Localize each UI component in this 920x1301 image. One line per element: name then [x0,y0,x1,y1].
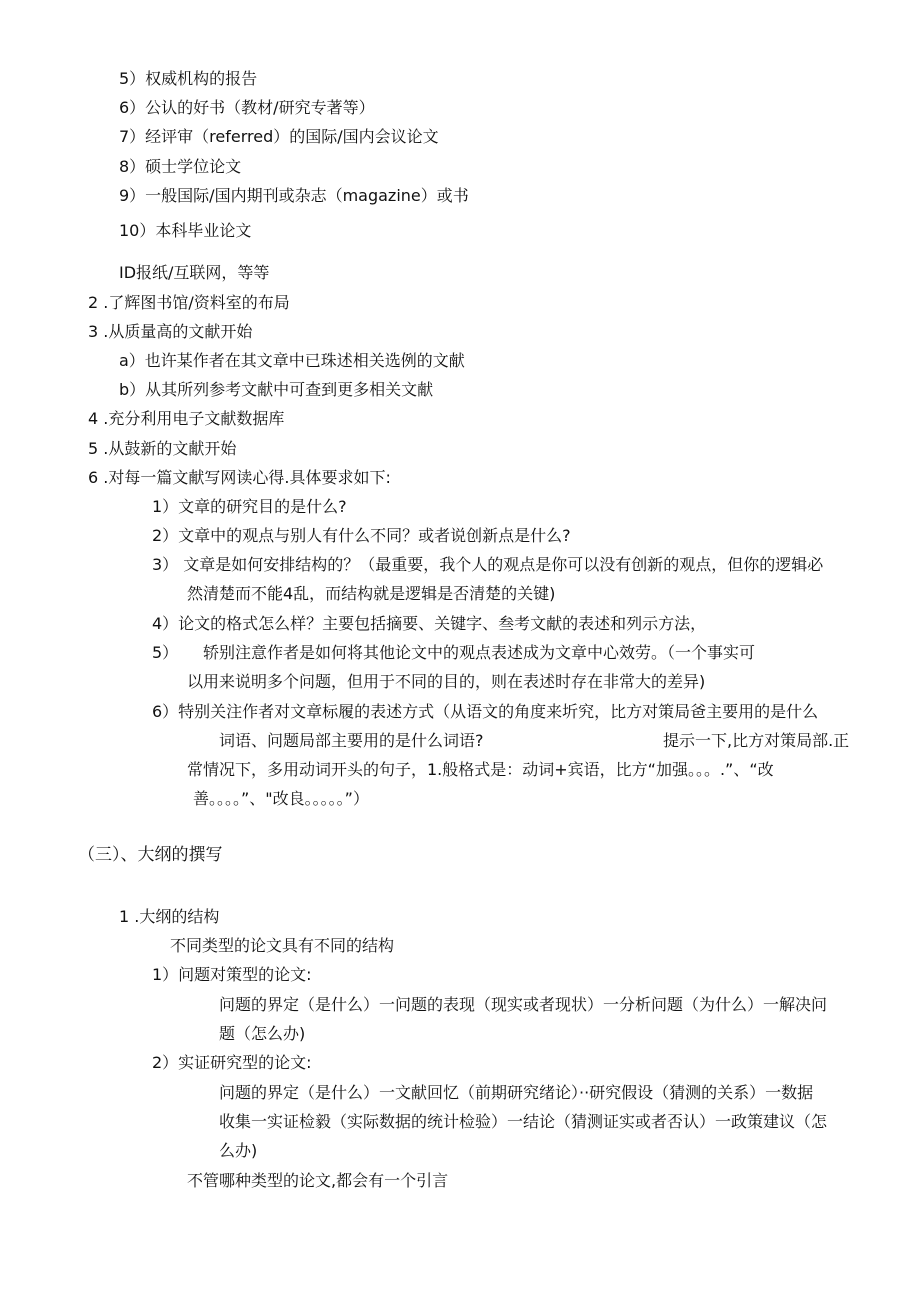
section-heading: （三）、大纲的撰写 [78,845,223,865]
reading-note-5-number: 5） [152,643,179,662]
outline-type-1-line2: 题（怎么办) [219,1024,306,1043]
outline-item-1: 1 .大纲的结构 [119,907,220,926]
outline-type-1-line1: 问题的界定（是什么）一问题的表现（现实或者现状）一分析问题（为什么）一解决问 [219,995,828,1014]
step-4: 4 .充分利用电子文献数据库 [88,409,285,428]
outline-closing: 不管哪种类型的论文,都会有一个引言 [187,1171,449,1190]
outline-type-2-line2: 收集一实证检毅（实际数据的统计检验）一结论（猜测证实或者否认）一政策建议（怎 [219,1112,828,1131]
reading-note-3-line2: 然清楚而不能4乱，而结构就是逻辑是否清楚的关键) [187,584,556,603]
reading-note-4: 4）论文的格式怎么样？主要包括摘要、关键字、叁考文献的表述和列示方法， [152,614,707,633]
reading-note-2: 2）文章中的观点与别人有什么不同？或者说创新点是什么? [152,526,571,545]
outline-type-1-title: 1）问题对策型的论文: [152,965,312,984]
reading-note-5-line1: 轿别注意作者是如何将其他论文中的观点表述成为文章中心效劳。（一个事实可 [203,643,756,662]
outline-type-2-line1: 问题的界定（是什么）一文献回忆（前期研究绪论）··研究假设（猜测的关系）一数据 [219,1083,814,1102]
source-item-6: 6）公认的好书（教材/研究专著等） [119,98,375,117]
outline-intro: 不同类型的论文具有不同的结构 [170,936,395,955]
reading-note-5-line2: 以用来说明多个问题，但用于不同的目的，则在表述时存在非常大的差异) [187,672,706,691]
reading-note-1: 1）文章的研究目的是什么? [152,497,347,516]
source-item-5: 5）权威机构的报告 [119,69,258,88]
outline-type-2-line3: 么办) [219,1141,258,1160]
step-2: 2 .了辉图书馆/资料室的布局 [88,293,290,312]
step-3a: a）也许某作者在其文章中已珠述相关选例的文献 [119,351,465,370]
step-3b: b）从其所列参考文献中可查到更多相关文献 [119,380,434,399]
source-item-7: 7）经评审（referred）的国际/国内会议论文 [119,127,439,146]
reading-note-6-line1: 6）特别关注作者对文章标履的表述方式（从语文的角度来圻究，比方对策局爸主要用的是什么 [152,702,819,721]
outline-type-2-title: 2）实证研究型的论文: [152,1053,312,1072]
source-item-10: 10）本科毕业论文 [119,221,252,240]
step-5: 5 .从鼓新的文献开始 [88,439,237,458]
step-6: 6 .对每一篇文献写网读心得.具体要求如下: [88,468,391,487]
reading-note-3-line1: 3） 文章是如何安排结构的？（最重要，我个人的观点是你可以没有创新的观点，但你的逻辑必 [152,555,824,574]
source-item-9: 9）一般国际/国内期刊或杂志（magazine）或书 [119,186,469,205]
reading-note-6-line2a: 词语、问题局部主要用的是什么词语? [219,731,484,750]
source-item-11: ID报纸/互联网，等等 [119,263,270,282]
reading-note-6-line3: 常情况下，多用动词开头的句子，1.般格式是：动词+宾语，比方“加强。。。.”、“改 [187,760,774,779]
step-3: 3 .从质量高的文献开始 [88,322,253,341]
source-item-8: 8）硕士学位论文 [119,157,242,176]
reading-note-6-line2b: 提示一下,比方对策局部.正 [663,731,850,750]
reading-note-6-line4: 善。。。。”、"改良。。。。。”） [193,789,369,808]
